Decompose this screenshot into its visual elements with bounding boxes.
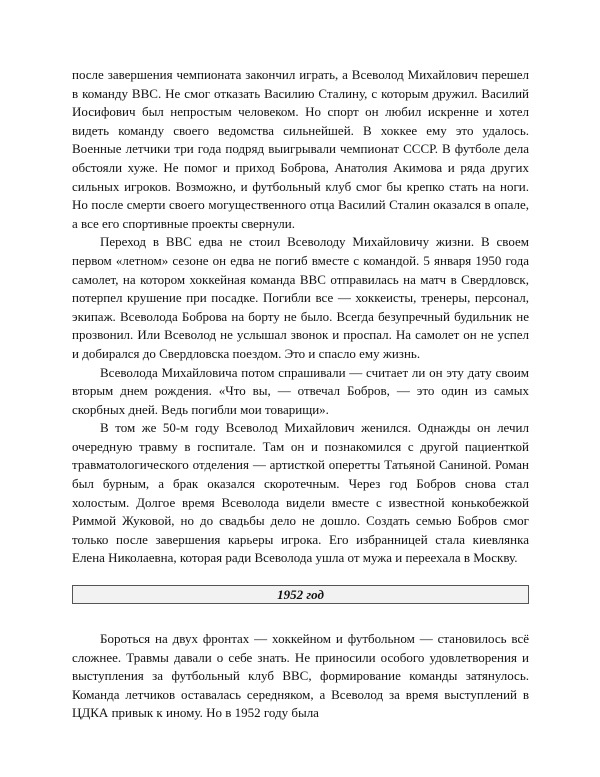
section-paragraph: Бороться на двух фронтах — хоккейном и футбольном — становилось всё сложнее. Травмы давали о себе знать. Не приносили особого удовлетворения и выступления за футбольный клуб ВВС, формирование команды затянулось. Команда летчиков оставалась середняком, а Всеволод за время выступлений в ЦДКА привык к иному. Но в 1952 году была bbox=[72, 631, 529, 721]
paragraph-3: Всеволода Михайловича потом спрашивали — считает ли он эту дату своим вторым днем рождения. «Что вы, — отвечал Бобров, — это один из самых скорбных дней. Ведь погибли мои товарищи». bbox=[72, 364, 529, 417]
paragraph-1: после завершения чемпионата закончил играть, а Всеволод Михайлович перешел в команду ВВС. Не смог отказать Василию Сталину, с которым дружил. Василий Иосифович был непростым человеком. Но спорт он любил искренне и хотел видеть команду своего ведомства сильнейшей. В хоккее ему это удалось. Военные летчики три года подряд выигрывали чемпионат СССР. В футболе дела обстояли хуже. Не помог и приход Боброва, Анатолия Акимова и ряда других сильных игроков. Возможно, и футбольный клуб смог бы крепко стать на ноги. Но после смерти своего могущественного отца Василий Сталин оказался в опале, а все его спортивные проекты свернули. bbox=[72, 67, 529, 231]
document-page bbox=[72, 66, 529, 723]
paragraph-4: В том же 50-м году Всеволод Михайлович женился. Однажды он лечил очередную травму в госпитале. Там он и познакомился с другой пациенткой травматологического отделения — артисткой оперетты Татьяной Саниной. Роман был бурным, а брак оказался скоротечным. Через год Бобров снова стал холостым. Долгое время Всеволода видели вместе с известной конькобежкой Риммой Жуковой, но до свадьбы дело не дошло. Создать семью Бобров смог только после завершения карьеры игрока. Его избранницей стала киевлянка Елена Николаевна, которая ради Всеволода ушла от мужа и переехала в Москву. bbox=[72, 420, 529, 566]
section-spacer bbox=[72, 604, 529, 630]
paragraph-2: Переход в ВВС едва не стоил Всеволоду Михайловичу жизни. В своем первом «летном» сезоне он едва не погиб вместе с командой. 5 января 1950 года самолет, на котором хоккейная команда ВВС отправилась на матч в Свердловск, потерпел крушение при посадке. Погибли все — хоккеисты, тренеры, персонал, экипаж. Всеволода Боброва на борту не было. Всегда безупречный будильник не прозвонил. Или Всеволод не услышал звонок и проспал. На самолет он не успел и добирался до Свердловска поездом. Это и спасло ему жизнь. bbox=[72, 234, 529, 361]
section-heading: 1952 год bbox=[72, 585, 529, 604]
